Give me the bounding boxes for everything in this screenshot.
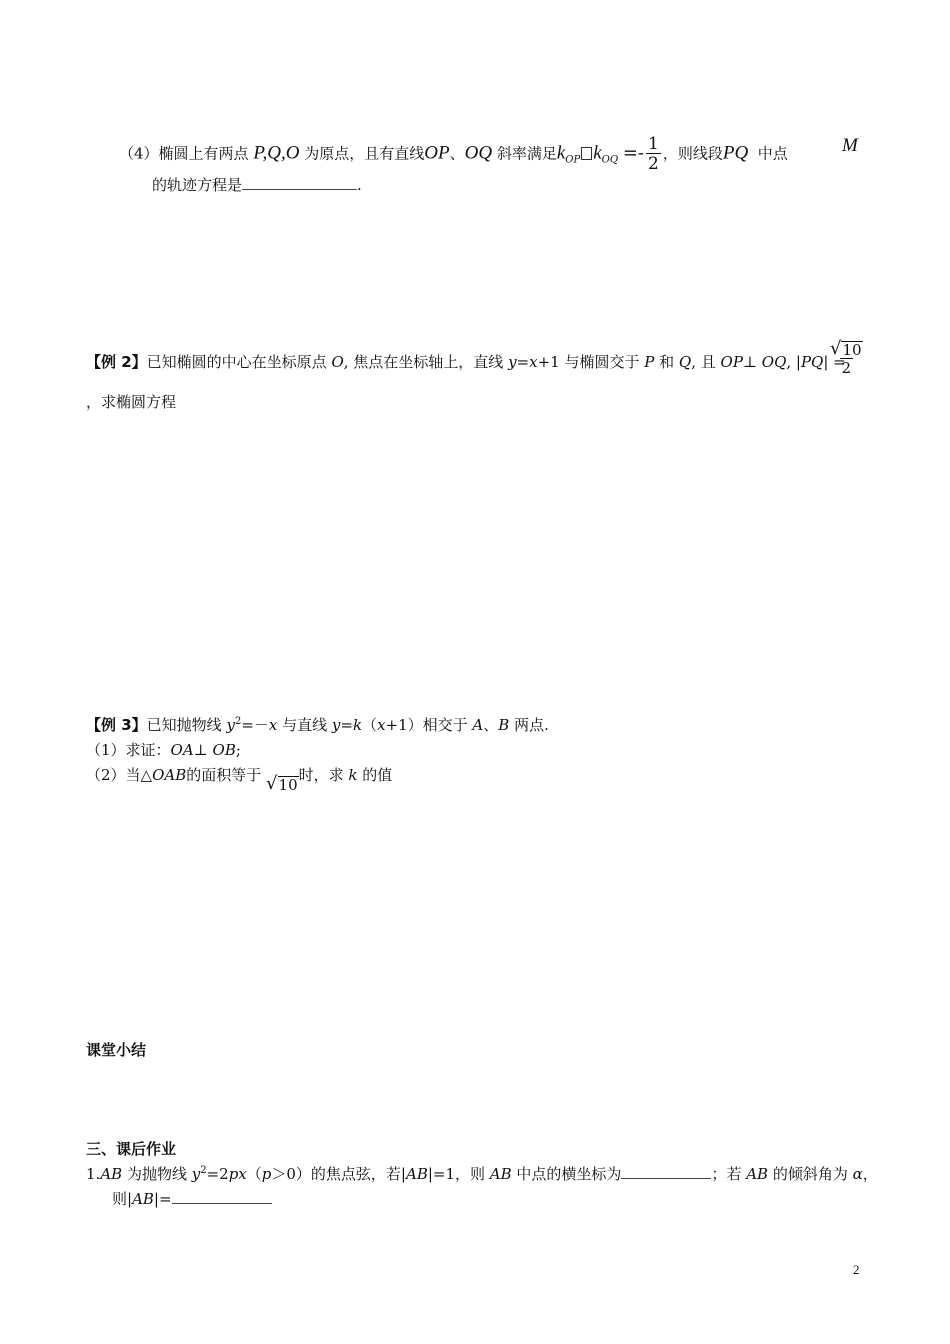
answer-blank[interactable] xyxy=(172,1189,272,1204)
section-summary-heading: 课堂小结 xyxy=(86,1041,147,1059)
question-4-line1: （4）椭圆上有两点 P,Q,O 为原点，且有直线OP、OQ 斜率满足$k_{OP}$ $k_{OQ}$ =- $\frac{1}{2}$ ，则线段PQ 中点 xyxy=(119,134,788,174)
point-m: M xyxy=(842,135,858,156)
sqrt-10: √ 10 xyxy=(266,773,298,794)
example-2-line1: 【例 2】已知椭圆的中心在坐标原点 O, 焦点在坐标轴上，直线 y=x+1 与椭圆交于 P 和 Q, 且 OP⊥ OQ, |PQ| = xyxy=(86,353,846,371)
example-3-line1: 【例 3】已知抛物线 $y^2=-x$ 与直线 y=k（x+1）相交于 A、B 两点. xyxy=(86,716,549,734)
homework-1-line2: 则|AB|= xyxy=(112,1188,272,1209)
example-3-label: 【例 3】 xyxy=(86,716,147,734)
section-homework-heading: 三、课后作业 xyxy=(86,1140,177,1158)
example-2-line2: ，求椭圆方程 xyxy=(86,393,177,411)
example-2-label: 【例 2】 xyxy=(86,353,147,371)
answer-blank[interactable] xyxy=(242,175,357,190)
page-number: 2 xyxy=(853,1262,860,1277)
example-3-part2: （2）当△OAB的面积等于 √ 10 时，求 k 的值 xyxy=(86,766,393,794)
fraction-sqrt10-over-2: √ 10 2 xyxy=(830,338,862,377)
homework-1-line1: 1.AB 为抛物线 $y^2=2px(p>0)$的焦点弦，若|AB|=1，则 AB 中点的横坐标为 ；若 AB 的倾斜角为 α， xyxy=(86,1165,878,1183)
question-number: （4） xyxy=(119,144,159,163)
question-4-line2: 的轨迹方程是 . xyxy=(152,176,362,194)
missing-glyph xyxy=(581,147,592,160)
fraction-one-half: $\frac{1}{2}$ xyxy=(648,134,659,174)
answer-blank[interactable] xyxy=(621,1164,711,1179)
example-3-part1: （1）求证：OA⊥ OB; xyxy=(86,741,241,759)
